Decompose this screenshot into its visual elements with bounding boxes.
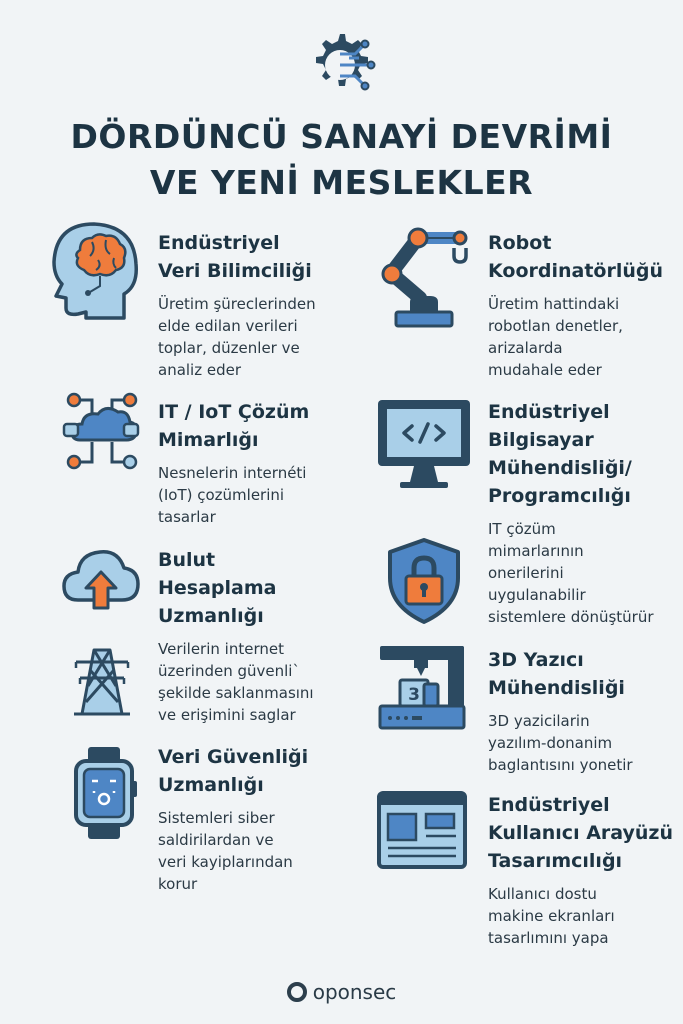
right-item-4-desc: 3D yazicilarin yazılım-donanim baglantısını yonetir xyxy=(488,712,633,774)
3d-printer-icon xyxy=(376,642,468,730)
right-item-5-title: Endüstriyel Kullanıcı Arayüzü Tasarımcılığı xyxy=(488,794,673,872)
shield-lock-icon xyxy=(386,536,462,626)
transmission-tower-icon xyxy=(72,646,132,718)
gear-circuit-logo-icon xyxy=(305,22,379,96)
right-item-4 xyxy=(488,646,678,776)
page-title-line1: DÖRDÜNCÜ SANAYİ DEVRİMİ xyxy=(70,117,613,156)
left-item-3-title: Bulut Hesaplama Uzmanlığı xyxy=(158,549,277,627)
left-item-1-desc: Üretim şüreclerinden elde edilan verileri toplar, düzenler ve analiz eder xyxy=(158,295,316,379)
right-item-1-desc: Üretim hattindaki robotlan denetler, arizalarda mudahale eder xyxy=(488,295,623,379)
code-monitor-icon xyxy=(376,396,472,492)
brand-name: oponsec xyxy=(312,980,397,1004)
left-item-1-title: Endüstriyel Veri Bilimciliği xyxy=(158,232,312,282)
left-item-5-title: Veri Güvenliği Uzmanlığı xyxy=(158,746,309,796)
right-item-2-desc: IT çözüm mimarlarının onerilerini uygulanabilir sistemlere dönüştürür xyxy=(488,520,654,626)
cloud-upload-icon xyxy=(60,544,142,614)
left-item-1 xyxy=(158,229,348,381)
left-item-3 xyxy=(158,546,348,726)
left-item-3-desc: Verilerin internet üzerinden güvenli` şekilde saklanmasını ve erişimini saglar xyxy=(158,640,314,724)
right-item-5 xyxy=(488,791,683,949)
left-item-5 xyxy=(158,743,348,895)
robot-arm-icon xyxy=(374,220,474,330)
left-item-2-desc: Nesnelerin internéti (IoT) çozümlerini tasarlar xyxy=(158,464,307,526)
right-item-1 xyxy=(488,229,678,381)
right-item-2-title: Endüstriyel Bilgisayar Mühendisliği/ Programcılığı xyxy=(488,401,632,507)
left-item-5-desc: Sistemleri siber saldirilardan ve veri kayiplarından korur xyxy=(158,809,293,893)
right-item-1-title: Robot Koordinatörlüğü xyxy=(488,232,663,282)
smartwatch-icon xyxy=(72,745,138,841)
right-item-5-desc: Kullanıcı dostu makine ekranları tasarlımını yapa xyxy=(488,885,615,947)
iot-network-icon xyxy=(62,390,142,472)
page-title-line2: VE YENİ MESLEKLER xyxy=(149,163,534,202)
brain-head-icon xyxy=(50,220,140,324)
left-item-2-title: IT / IoT Çözüm Mimarlığı xyxy=(158,401,310,451)
right-item-2 xyxy=(488,398,683,628)
ui-window-icon xyxy=(376,790,468,870)
footer-brand xyxy=(0,980,683,1004)
left-item-2 xyxy=(158,398,348,528)
printer-label: 3 xyxy=(408,685,420,705)
right-item-4-title: 3D Yazıcı Mühendisliği xyxy=(488,649,625,699)
brand-logo-icon xyxy=(287,982,307,1002)
